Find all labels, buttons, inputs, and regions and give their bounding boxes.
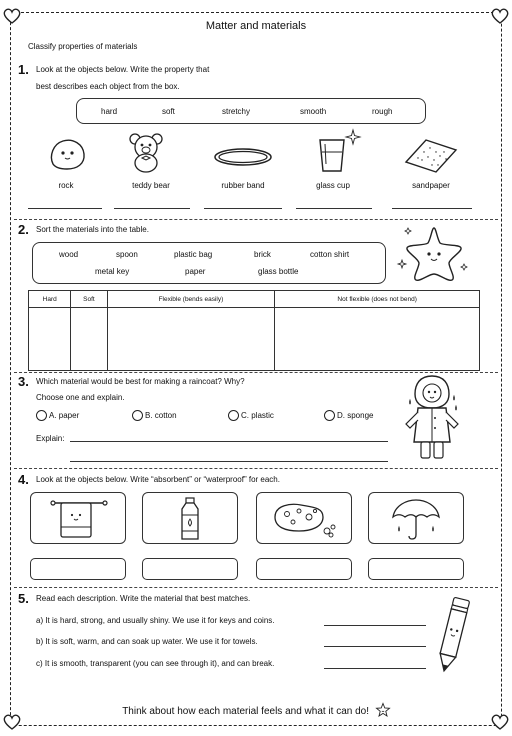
materials-box — [32, 242, 386, 284]
word-bank-item: smooth — [300, 107, 327, 116]
radio-circle[interactable] — [324, 410, 335, 421]
material-item: metal key — [95, 267, 130, 276]
material-item: cotton shirt — [310, 250, 350, 259]
description-b: b) It is soft, warm, and can soak up water. We use it for towels. — [36, 637, 258, 646]
option-label: A. paper — [49, 411, 80, 420]
description-a: a) It is hard, strong, and usually shiny. We use it for keys and coins. — [36, 616, 275, 625]
rubber-band-icon — [213, 146, 273, 168]
question-4-number: 4. — [18, 472, 29, 487]
question-3-instruction-line1: Which material would be best for making a raincoat? Why? — [36, 377, 245, 386]
answer-line-rock[interactable] — [28, 208, 102, 209]
section-divider — [14, 219, 498, 220]
table-cell-not-flexible[interactable] — [275, 308, 480, 371]
answer-line-c[interactable] — [324, 668, 426, 669]
material-item: wood — [59, 250, 79, 259]
explain-label: Explain: — [36, 434, 65, 443]
question-1-instruction-line2: best describes each object from the box. — [36, 82, 180, 91]
glass-cup-icon — [318, 136, 346, 174]
star-character-icon — [400, 224, 468, 284]
option-label: B. cotton — [145, 411, 177, 420]
answer-box-sponge[interactable] — [256, 558, 352, 580]
object-label-glass-cup: glass cup — [316, 181, 350, 190]
sort-table — [28, 290, 480, 371]
material-item: glass bottle — [258, 267, 299, 276]
child-raincoat-icon — [404, 372, 460, 464]
material-item: plastic bag — [174, 250, 213, 259]
section-divider — [14, 468, 498, 469]
image-box-towel — [30, 492, 126, 544]
footer-text: Think about how each material feels and what it can do! — [122, 706, 370, 717]
smiling-star-icon — [376, 703, 390, 717]
option-d[interactable] — [324, 410, 373, 421]
answer-line-a[interactable] — [324, 625, 426, 626]
table-header-hard: Hard — [29, 291, 71, 308]
question-2-number: 2. — [18, 222, 29, 237]
image-box-sponge — [256, 492, 352, 544]
answer-line-teddy-bear[interactable] — [114, 208, 190, 209]
answer-box-water-bottle[interactable] — [142, 558, 238, 580]
word-bank-item: stretchy — [222, 107, 251, 116]
option-c[interactable] — [228, 410, 274, 421]
water-bottle-icon — [179, 497, 201, 541]
sponge-icon — [271, 499, 337, 539]
question-2-instruction: Sort the materials into the table. — [36, 225, 149, 234]
page-subtitle: Classify properties of materials — [28, 42, 138, 51]
material-item: spoon — [116, 250, 138, 259]
answer-line-sandpaper[interactable] — [392, 208, 472, 209]
image-box-water-bottle — [142, 492, 238, 544]
question-3-number: 3. — [18, 374, 29, 389]
word-bank-item: hard — [101, 107, 118, 116]
question-5-number: 5. — [18, 591, 29, 606]
explain-line[interactable] — [70, 461, 388, 462]
question-3-instruction-line2: Choose one and explain. — [36, 393, 125, 402]
pencil-character-icon — [436, 596, 470, 674]
question-1-instruction-line1: Look at the objects below. Write the property that — [36, 65, 210, 74]
answer-box-towel[interactable] — [30, 558, 126, 580]
object-label-sandpaper: sandpaper — [412, 181, 450, 190]
towel-icon — [51, 499, 107, 539]
umbrella-icon — [389, 497, 443, 541]
table-header-flexible: Flexible (bends easily) — [107, 291, 275, 308]
object-label-rubber-band: rubber band — [221, 181, 265, 190]
table-header-soft: Soft — [71, 291, 107, 308]
description-c: c) It is smooth, transparent (you can see through it), and can break. — [36, 659, 275, 668]
question-5-instruction: Read each description. Write the material that best matches. — [36, 594, 251, 603]
option-label: D. sponge — [337, 411, 374, 420]
word-bank-item: rough — [372, 107, 393, 116]
footer-note — [0, 703, 512, 717]
sparkle-icon — [346, 130, 360, 144]
explain-line[interactable] — [70, 441, 388, 442]
table-cell-flexible[interactable] — [107, 308, 275, 371]
teddy-bear-icon — [126, 132, 166, 174]
page-title: Matter and materials — [205, 20, 307, 32]
answer-line-rubber-band[interactable] — [204, 208, 282, 209]
question-4-instruction: Look at the objects below. Write “absorbent” or “waterproof” for each. — [36, 475, 280, 484]
radio-circle[interactable] — [132, 410, 143, 421]
question-1-number: 1. — [18, 62, 29, 77]
answer-box-umbrella[interactable] — [368, 558, 464, 580]
material-item: paper — [185, 267, 206, 276]
answer-line-glass-cup[interactable] — [296, 208, 372, 209]
radio-circle[interactable] — [228, 410, 239, 421]
answer-line-b[interactable] — [324, 646, 426, 647]
material-item: brick — [254, 250, 271, 259]
option-b[interactable] — [132, 410, 177, 421]
image-box-umbrella — [368, 492, 464, 544]
word-bank-item: soft — [162, 107, 175, 116]
option-label: C. plastic — [241, 411, 274, 420]
object-label-rock: rock — [58, 181, 74, 190]
radio-circle[interactable] — [36, 410, 47, 421]
object-label-teddy-bear: teddy bear — [132, 181, 170, 190]
option-a[interactable] — [36, 410, 79, 421]
table-cell-hard[interactable] — [29, 308, 71, 371]
sandpaper-icon — [404, 138, 458, 174]
table-header-not-flexible: Not flexible (does not bend) — [275, 291, 480, 308]
table-cell-soft[interactable] — [71, 308, 107, 371]
rock-icon — [47, 136, 87, 172]
section-divider — [14, 587, 498, 588]
